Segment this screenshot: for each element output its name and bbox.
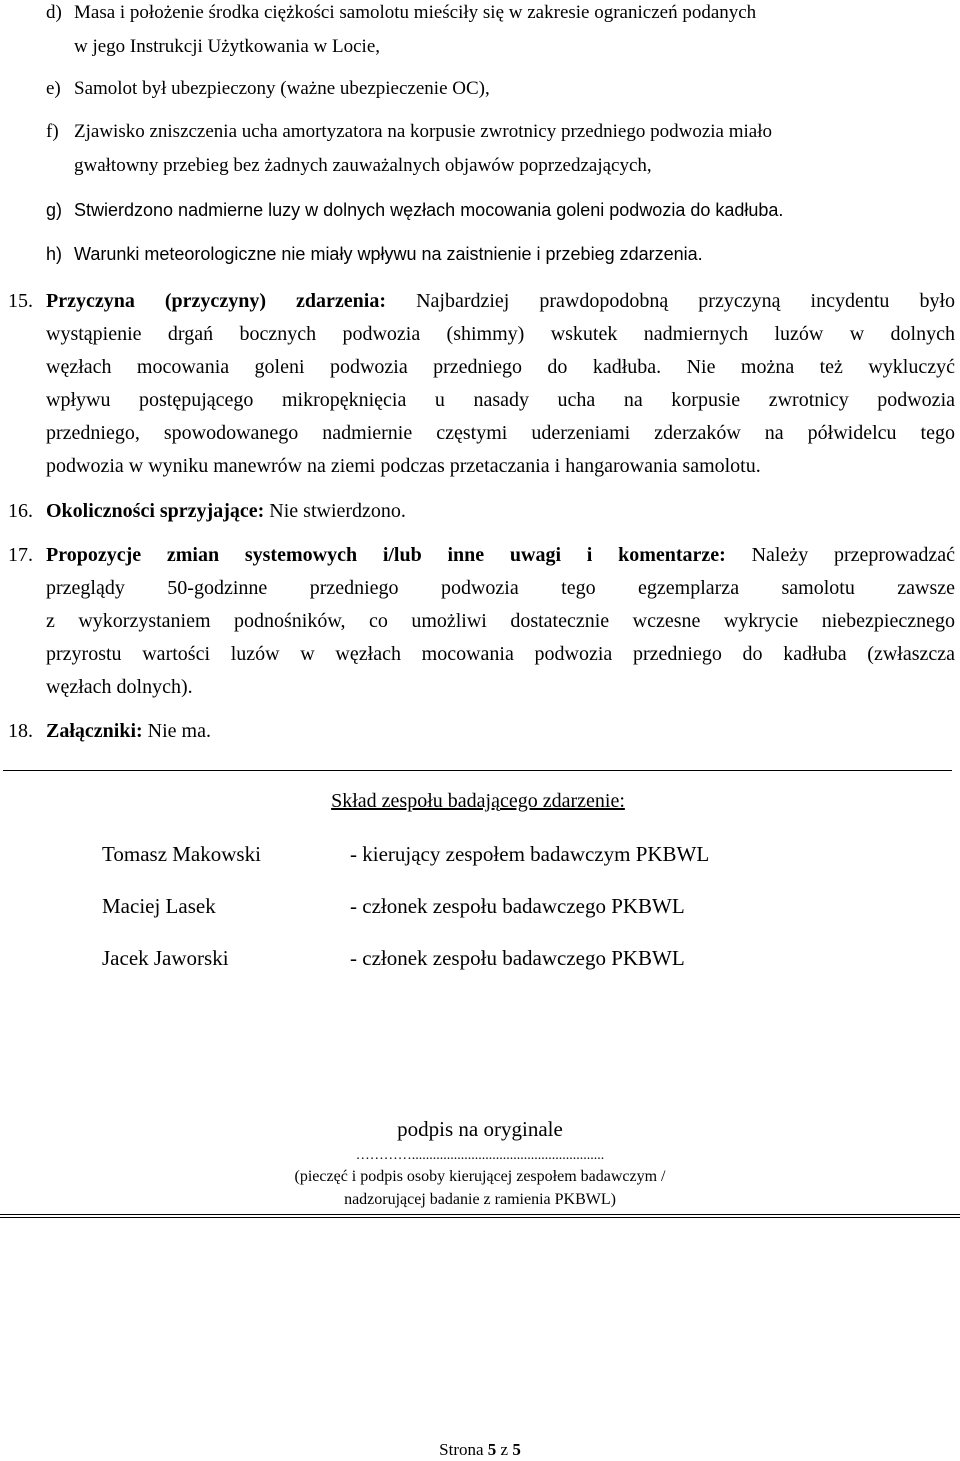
- item-g-line1: Stwierdzono nadmierne luzy w dolnych węzłach mocowania goleni podwozia do kadłuba.: [74, 200, 784, 220]
- team-title-wrap: [0, 790, 960, 813]
- item-g-label: g): [46, 200, 63, 220]
- team-member-role: - członek zespołu badawczego PKBWL: [350, 894, 685, 918]
- section-16-number: 16.: [8, 500, 33, 522]
- item-f-line1: Zjawisko zniszczenia ucha amortyzatora na korpusie zwrotnicy przedniego podwozia miało: [74, 121, 772, 142]
- section-15-heading: Przyczyna (przyczyny) zdarzenia:: [46, 290, 386, 312]
- signature-caption-2: nadzorującej badanie z ramienia PKBWL): [344, 1191, 616, 1208]
- section-17-line1-rest: Należy przeprowadzać: [751, 544, 955, 566]
- section-17-heading: Propozycje zmian systemowych i/lub inne uwagi i komentarze:: [46, 544, 726, 566]
- team-member-name: Maciej Lasek: [102, 894, 216, 918]
- separator-rule: [3, 770, 952, 771]
- footer-total: 5: [512, 1440, 521, 1459]
- section-17-line3: z wykorzystaniem podnośników, co umożliwi dostatecznie wczesne wykrycie niebezpiecznego: [46, 610, 955, 632]
- item-h-label: h): [46, 244, 63, 264]
- footer-page: 5: [487, 1440, 497, 1459]
- section-15-line4: wpływu postępującego mikropęknięcia u nasady ucha na korpusie zwrotnicy podwozia: [46, 389, 955, 411]
- item-d-line1: Masa i położenie środka ciężkości samolotu mieściły się w zakresie ograniczeń podanych: [74, 2, 757, 23]
- team-member-name: Jacek Jaworski: [102, 946, 229, 970]
- item-e-line1: Samolot był ubezpieczony (ważne ubezpieczenie OC),: [74, 78, 490, 99]
- footer-prefix: Strona: [439, 1440, 484, 1459]
- section-15-line2: wystąpienie drgań bocznych podwozia (shimmy) wskutek nadmiernych luzów w dolnych: [46, 323, 955, 345]
- signature-rule-1: [0, 1214, 960, 1215]
- section-15-line6: podwozia w wyniku manewrów na ziemi podczas przetaczania i hangarowania samolotu.: [46, 455, 761, 477]
- section-18-number: 18.: [8, 720, 33, 742]
- item-f-line2: gwałtowny przebieg bez żadnych zauważalnych objawów poprzedzających,: [74, 155, 652, 176]
- page-footer: [0, 1440, 960, 1460]
- section-15-number: 15.: [8, 290, 33, 312]
- section-16-line: [46, 500, 406, 523]
- section-16-text: Nie stwierdzono.: [269, 500, 406, 522]
- item-f-label: f): [46, 121, 59, 142]
- footer-sep: z: [500, 1440, 509, 1459]
- section-17-number: 17.: [8, 544, 33, 566]
- item-d-line2: w jego Instrukcji Użytkowania w Locie,: [74, 36, 381, 57]
- section-15-line1-rest: Najbardziej prawdopodobną przyczyną incydentu było: [416, 290, 955, 312]
- section-15-line3: węzłach mocowania goleni podwozia przedniego do kadłuba. Nie można też wykluczyć: [46, 356, 955, 378]
- section-17-line1: [46, 544, 955, 567]
- team-member-role: - kierujący zespołem badawczym PKBWL: [350, 842, 710, 866]
- item-e-label: e): [46, 78, 61, 99]
- signature-note: podpis na oryginale: [397, 1117, 563, 1141]
- signature-rule-2: [0, 1217, 960, 1218]
- item-d-label: d): [46, 2, 62, 23]
- section-18-line: [46, 720, 211, 743]
- section-15-line1: [46, 290, 955, 313]
- section-17-line4: przyrostu wartości luzów w węzłach mocowania podwozia przedniego do kadłuba (zwłaszcza: [46, 643, 955, 665]
- team-title: Skład zespołu badającego zdarzenie:: [331, 790, 625, 812]
- section-17-line5: węzłach dolnych).: [46, 676, 193, 698]
- team-member-role: - członek zespołu badawczego PKBWL: [350, 946, 685, 970]
- section-17-line2: przeglądy 50-godzinne przedniego podwozia tego egzemplarza samolotu zawsze: [46, 577, 955, 599]
- section-18-text: Nie ma.: [147, 720, 211, 742]
- section-18-heading: Załączniki:: [46, 720, 143, 742]
- item-h-line1: Warunki meteorologiczne nie miały wpływu na zaistnienie i przebieg zdarzenia.: [74, 244, 703, 264]
- signature-dots: ………….......................................................: [355, 1148, 605, 1163]
- section-16-heading: Okoliczności sprzyjające:: [46, 500, 265, 522]
- signature-caption-1: (pieczęć i podpis osoby kierującej zespołem badawczym /: [294, 1168, 666, 1185]
- team-member-name: Tomasz Makowski: [102, 842, 261, 866]
- section-15-line5: przedniego, spowodowanego nadmiernie częstymi uderzeniami zderzaków na półwidelcu tego: [46, 422, 955, 444]
